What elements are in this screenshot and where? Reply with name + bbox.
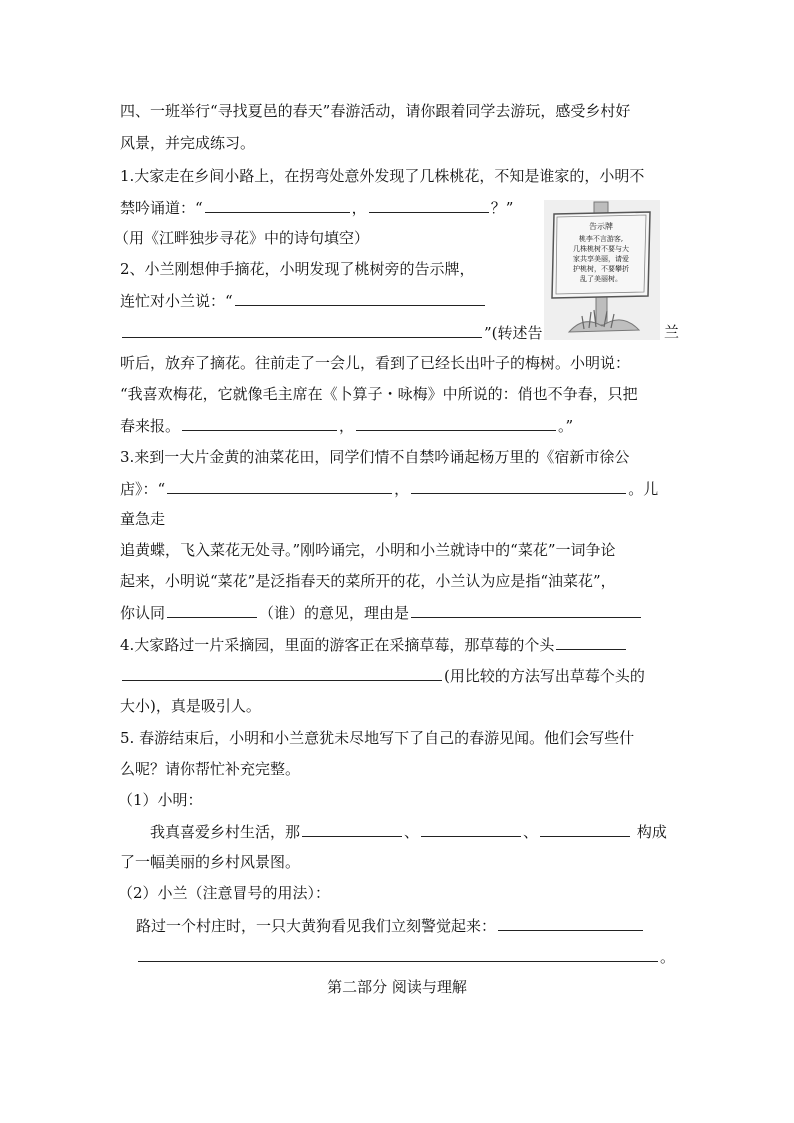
q5-part1-end: 了一幅美丽的乡村风景图。 bbox=[120, 853, 301, 871]
q3-blank-2[interactable] bbox=[411, 478, 626, 494]
q5-part1-suffix: 构成 bbox=[636, 823, 667, 841]
q5-line-1: 5. 春游结束后，小明和小兰意犹未尽地写下了自己的春游见闻。他们会写些什 bbox=[120, 729, 635, 747]
q3-blank-who[interactable] bbox=[167, 602, 257, 618]
q3-blank-1[interactable] bbox=[167, 478, 392, 494]
sign-line: 几株桃树不要与大 bbox=[573, 245, 629, 253]
q2-blank-4[interactable] bbox=[356, 415, 556, 431]
q1-end: ？” bbox=[490, 199, 514, 217]
q4-line-2 bbox=[120, 665, 645, 685]
q4-line-3: 大小)，真是吸引人。 bbox=[120, 697, 261, 715]
q4-blank-2[interactable] bbox=[122, 665, 442, 681]
q2-prefix: 连忙对小兰说：“ bbox=[120, 292, 233, 310]
sign-line: 桃李不言游客, bbox=[578, 235, 624, 243]
q3-end: 。儿 bbox=[628, 480, 659, 498]
q5-dun-2: 、 bbox=[523, 823, 539, 841]
q3-blank-reason[interactable] bbox=[411, 602, 641, 618]
q3-prefix: 店》：“ bbox=[120, 480, 166, 498]
q1-blank-1[interactable] bbox=[205, 197, 350, 213]
q2-line-2 bbox=[120, 290, 487, 310]
q5-part1-prefix: 我真喜爱乡村生活，那 bbox=[150, 823, 301, 841]
q5-part2-end: 。 bbox=[660, 948, 676, 966]
sign-line: 护桃树，不要攀折 bbox=[573, 265, 629, 273]
q4-blank-1[interactable] bbox=[556, 634, 626, 650]
q2-end: 。” bbox=[558, 417, 574, 435]
q3-text-prefix: 你认同 bbox=[120, 604, 166, 622]
q1-line-1: 1.大家走在乡间小路上，在拐弯处意外发现了几株桃花，不知是谁家的，小明不 bbox=[120, 167, 645, 185]
q2-blank-2[interactable] bbox=[122, 322, 482, 338]
q1-note: （用《江畔独步寻花》中的诗句填空） bbox=[114, 229, 370, 247]
q2-line-6 bbox=[120, 415, 573, 435]
q5-blank-3[interactable] bbox=[540, 821, 630, 837]
q5-part1-line bbox=[150, 821, 667, 841]
q3-line-5: 起来，小明说“菜花”是泛指春天的菜所开的花，小兰认为应是指“油菜花”， bbox=[120, 572, 616, 590]
q2-line-3-end: 兰 bbox=[664, 323, 680, 341]
q5-part1-label: （1）小明： bbox=[118, 791, 203, 809]
q2-comma: ， bbox=[339, 417, 355, 435]
q2-quote-end: ”(转述告 bbox=[484, 324, 543, 342]
q5-blank-4[interactable] bbox=[498, 915, 643, 931]
section-intro-line-1: 四、一班举行“寻找夏邑的春天”春游活动，请你跟着同学去游玩，感受乡村好 bbox=[120, 102, 631, 120]
q2-line-5: “我喜欢梅花，它就像毛主席在《卜算子・咏梅》中所说的：俏也不争春，只把 bbox=[120, 385, 638, 403]
q3-line-3: 童急走 bbox=[120, 510, 166, 528]
q3-line-6 bbox=[120, 602, 643, 622]
q2-line-3 bbox=[120, 322, 543, 342]
q5-blank-1[interactable] bbox=[302, 821, 402, 837]
section-intro-line-2: 风景，并完成练习。 bbox=[120, 134, 256, 152]
sign-title: 告示牌 bbox=[589, 222, 613, 231]
q5-part2-label: （2）小兰（注意冒号的用法）： bbox=[118, 884, 331, 902]
q1-blank-2[interactable] bbox=[369, 197, 489, 213]
q5-blank-5[interactable] bbox=[138, 946, 658, 962]
sign-line: 家共享美丽，请爱 bbox=[573, 255, 629, 263]
q3-comma: ， bbox=[394, 480, 410, 498]
q1-line-2 bbox=[120, 197, 513, 217]
sign-line: 乱了美丽树。 bbox=[580, 275, 622, 283]
q4-line-1 bbox=[120, 634, 628, 654]
notice-sign-illustration bbox=[544, 200, 660, 340]
q4-suffix: (用比较的方法写出草莓个头的 bbox=[444, 667, 645, 685]
q1-prefix: 禁吟诵道：“ bbox=[120, 199, 203, 217]
q2-line-4: 听后，放弃了摘花。往前走了一会儿，看到了已经长出叶子的梅树。小明说： bbox=[120, 354, 631, 372]
q5-dun-1: 、 bbox=[404, 823, 420, 841]
q3-line-4: 追黄蝶，飞入菜花无处寻。”刚吟诵完，小明和小兰就诗中的“菜花”一词争论 bbox=[120, 541, 616, 559]
q5-part2-line bbox=[136, 915, 645, 935]
q3-line-2 bbox=[120, 478, 658, 498]
q2-blank-1[interactable] bbox=[235, 290, 485, 306]
q2-blank-3[interactable] bbox=[182, 415, 337, 431]
q1-comma: ， bbox=[351, 199, 367, 217]
q5-part2-line-2 bbox=[136, 946, 675, 966]
q2-line-1: 2、小兰刚想伸手摘花，小明发现了桃树旁的告示牌， bbox=[120, 260, 475, 278]
q5-line-2: 么呢？请你帮忙补充完整。 bbox=[120, 760, 301, 778]
q3-line-1: 3.来到一大片金黄的油菜花田，同学们情不自禁吟诵起杨万里的《宿新市徐公 bbox=[120, 448, 630, 466]
q5-blank-2[interactable] bbox=[421, 821, 521, 837]
q2-text-prefix: 春来报。 bbox=[120, 417, 181, 435]
q4-prefix: 4.大家路过一片采摘园，里面的游客正在采摘草莓，那草莓的个头 bbox=[120, 636, 555, 654]
part2-heading: 第二部分 阅读与理解 bbox=[327, 978, 467, 996]
q5-part2-text: 路过一个村庄时，一只大黄狗看见我们立刻警觉起来： bbox=[136, 917, 497, 935]
q3-text-mid: （谁）的意见，理由是 bbox=[259, 604, 410, 622]
